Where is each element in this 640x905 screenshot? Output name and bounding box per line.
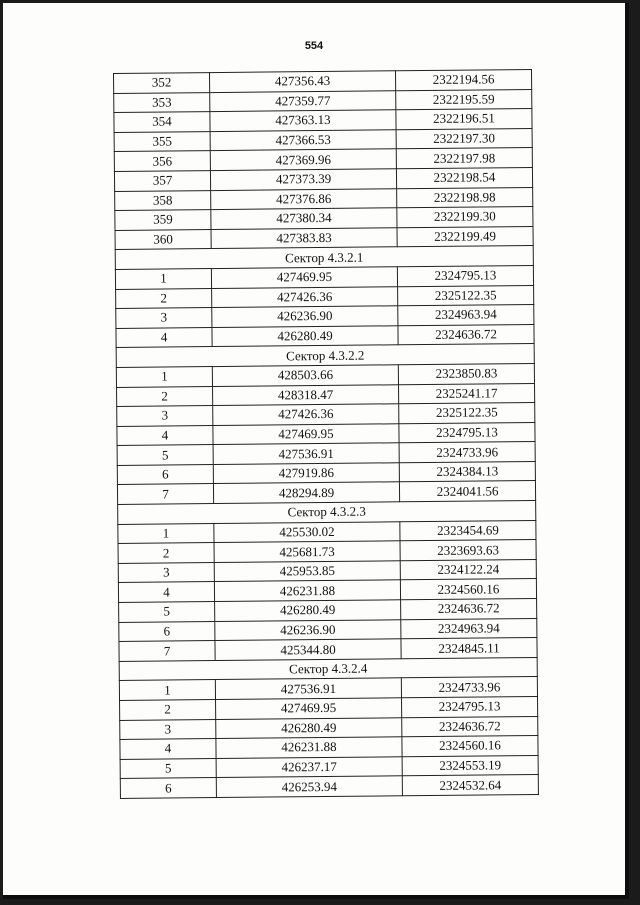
y-coordinate-cell: 2324795.13	[402, 696, 538, 717]
x-coordinate-cell: 425953.85	[214, 561, 400, 582]
x-coordinate-cell: 427369.96	[210, 149, 396, 170]
point-number-cell: 358	[115, 190, 211, 211]
x-coordinate-cell: 425530.02	[214, 521, 400, 542]
x-coordinate-cell: 427356.43	[210, 71, 396, 92]
y-coordinate-cell: 2322199.30	[397, 207, 533, 228]
point-number-cell: 4	[118, 582, 214, 603]
x-coordinate-cell: 426280.49	[212, 325, 398, 346]
y-coordinate-cell: 2322198.54	[396, 167, 532, 188]
x-coordinate-cell: 426253.94	[216, 776, 402, 797]
point-number-cell: 5	[120, 758, 216, 779]
x-coordinate-cell: 425681.73	[214, 541, 400, 562]
y-coordinate-cell: 2324636.72	[398, 324, 534, 345]
x-coordinate-cell: 428318.47	[213, 384, 399, 405]
point-number-cell: 359	[115, 210, 211, 231]
point-number-cell: 4	[120, 739, 216, 760]
point-number-cell: 3	[118, 562, 214, 583]
y-coordinate-cell: 2325122.35	[398, 285, 534, 306]
y-coordinate-cell: 2324636.72	[401, 598, 537, 619]
x-coordinate-cell: 427359.77	[210, 90, 396, 111]
x-coordinate-cell: 428503.66	[212, 365, 398, 386]
point-number-cell: 6	[120, 778, 216, 799]
point-number-cell: 4	[116, 327, 212, 348]
x-coordinate-cell: 426231.88	[214, 580, 400, 601]
y-coordinate-cell: 2324041.56	[399, 481, 535, 502]
x-coordinate-cell: 427426.36	[212, 286, 398, 307]
x-coordinate-cell: 427383.83	[211, 228, 397, 249]
x-coordinate-cell: 427380.34	[211, 208, 397, 229]
point-number-cell: 7	[119, 641, 215, 662]
y-coordinate-cell: 2324845.11	[401, 638, 537, 659]
point-number-cell: 4	[117, 425, 213, 446]
point-number-cell: 360	[115, 229, 211, 250]
y-coordinate-cell: 2323850.83	[398, 363, 534, 384]
sector-title: Сектор 4.3.2.4	[119, 657, 537, 681]
y-coordinate-cell: 2324560.16	[400, 579, 536, 600]
point-number-cell: 1	[116, 366, 212, 387]
sector-title: Сектор 4.3.2.1	[115, 246, 533, 270]
coordinates-table	[113, 69, 539, 799]
x-coordinate-cell: 426280.49	[216, 717, 402, 738]
point-number-cell: 357	[114, 171, 210, 192]
x-coordinate-cell: 427366.53	[210, 130, 396, 151]
x-coordinate-cell: 426236.90	[215, 619, 401, 640]
sector-title: Сектор 4.3.2.2	[116, 344, 534, 368]
y-coordinate-cell: 2324532.64	[402, 775, 538, 796]
y-coordinate-cell: 2324963.94	[401, 618, 537, 639]
x-coordinate-cell: 426236.90	[212, 306, 398, 327]
x-coordinate-cell: 427469.95	[216, 698, 402, 719]
y-coordinate-cell: 2324795.13	[397, 265, 533, 286]
x-coordinate-cell: 427376.86	[211, 188, 397, 209]
y-coordinate-cell: 2324122.24	[400, 559, 536, 580]
point-number-cell: 2	[116, 288, 212, 309]
document-page	[3, 3, 629, 899]
coordinates-table-body	[114, 69, 539, 798]
sector-title: Сектор 4.3.2.3	[118, 501, 536, 525]
x-coordinate-cell: 427363.13	[210, 110, 396, 131]
point-number-cell: 1	[118, 523, 214, 544]
x-coordinate-cell: 427919.86	[213, 463, 399, 484]
point-number-cell: 3	[120, 719, 216, 740]
x-coordinate-cell: 425344.80	[215, 639, 401, 660]
coordinates-table-wrapper	[113, 69, 538, 799]
y-coordinate-cell: 2325122.35	[399, 403, 535, 424]
point-number-cell: 7	[117, 484, 213, 505]
y-coordinate-cell: 2324636.72	[402, 716, 538, 737]
y-coordinate-cell: 2322197.98	[396, 148, 532, 169]
point-number-cell: 2	[118, 543, 214, 564]
y-coordinate-cell: 2322197.30	[396, 128, 532, 149]
point-number-cell: 1	[119, 680, 215, 701]
point-number-cell: 354	[114, 112, 210, 133]
y-coordinate-cell: 2324553.19	[402, 755, 538, 776]
x-coordinate-cell: 427536.91	[215, 678, 401, 699]
point-number-cell: 3	[116, 308, 212, 329]
y-coordinate-cell: 2322199.49	[397, 226, 533, 247]
y-coordinate-cell: 2324733.96	[401, 677, 537, 698]
x-coordinate-cell: 427536.91	[213, 443, 399, 464]
table-row	[120, 775, 538, 799]
x-coordinate-cell: 426237.17	[216, 757, 402, 778]
y-coordinate-cell: 2322196.51	[396, 109, 532, 130]
x-coordinate-cell: 426280.49	[215, 600, 401, 621]
point-number-cell: 6	[119, 621, 215, 642]
point-number-cell: 2	[117, 386, 213, 407]
page-number: 554	[304, 40, 324, 52]
point-number-cell: 355	[114, 131, 210, 152]
point-number-cell: 356	[114, 151, 210, 172]
x-coordinate-cell: 427469.95	[213, 423, 399, 444]
x-coordinate-cell: 428294.89	[213, 482, 399, 503]
x-coordinate-cell: 427373.39	[210, 169, 396, 190]
point-number-cell: 352	[114, 73, 210, 94]
x-coordinate-cell: 426231.88	[216, 737, 402, 758]
y-coordinate-cell: 2322194.56	[395, 69, 531, 90]
y-coordinate-cell: 2324560.16	[402, 736, 538, 757]
y-coordinate-cell: 2324384.13	[399, 461, 535, 482]
point-number-cell: 5	[119, 602, 215, 623]
y-coordinate-cell: 2324795.13	[399, 422, 535, 443]
y-coordinate-cell: 2324733.96	[399, 442, 535, 463]
point-number-cell: 1	[115, 269, 211, 290]
x-coordinate-cell: 427426.36	[213, 404, 399, 425]
x-coordinate-cell: 427469.95	[211, 267, 397, 288]
y-coordinate-cell: 2323454.69	[400, 520, 536, 541]
y-coordinate-cell: 2322195.59	[396, 89, 532, 110]
point-number-cell: 353	[114, 92, 210, 113]
point-number-cell: 6	[117, 464, 213, 485]
y-coordinate-cell: 2324963.94	[398, 305, 534, 326]
y-coordinate-cell: 2322198.98	[397, 187, 533, 208]
point-number-cell: 3	[117, 406, 213, 427]
y-coordinate-cell: 2323693.63	[400, 540, 536, 561]
point-number-cell: 5	[117, 445, 213, 466]
point-number-cell: 2	[120, 700, 216, 721]
y-coordinate-cell: 2325241.17	[399, 383, 535, 404]
